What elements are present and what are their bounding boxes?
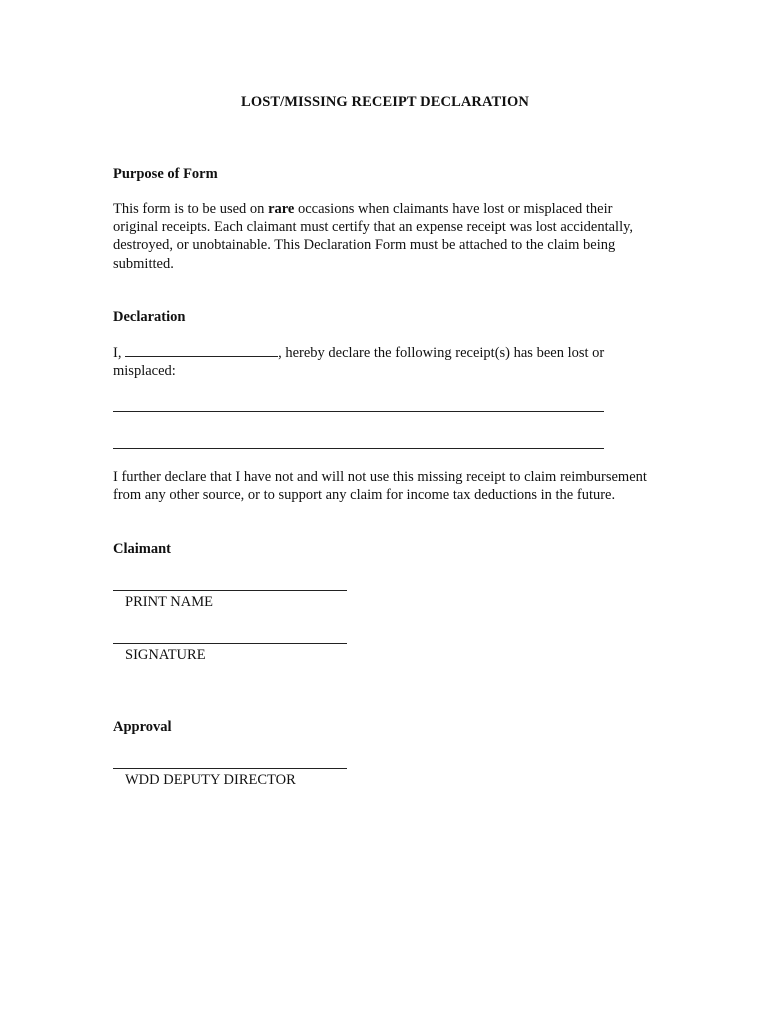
declaration-text-end: , hereby declare the following receipt(s) has been lost or misplaced: — [113, 345, 605, 380]
director-label: WDD DEPUTY DIRECTOR — [125, 772, 296, 788]
purpose-text-bold: rare — [268, 201, 295, 217]
declaration-paragraph — [113, 344, 658, 380]
director-signature-line[interactable] — [113, 768, 347, 769]
document-title: LOST/MISSING RECEIPT DECLARATION — [241, 94, 529, 110]
declaration-heading: Declaration — [113, 309, 186, 325]
purpose-heading: Purpose of Form — [113, 166, 218, 182]
signature-label: SIGNATURE — [125, 647, 206, 663]
claimant-heading: Claimant — [113, 541, 171, 557]
approval-heading: Approval — [113, 719, 172, 735]
further-declaration-paragraph: I further declare that I have not and will not use this missing receipt to claim reimbursement from any other source, or to support any claim for income tax deductions in the future. — [113, 469, 647, 504]
print-name-line[interactable] — [113, 590, 347, 591]
receipt-line-1[interactable] — [113, 411, 604, 412]
claimant-name-blank[interactable] — [125, 344, 278, 357]
print-name-label: PRINT NAME — [125, 594, 213, 610]
purpose-paragraph — [113, 200, 658, 273]
receipt-line-2[interactable] — [113, 448, 604, 449]
signature-line[interactable] — [113, 643, 347, 644]
purpose-text-rest: occasions when claimants have lost or misplaced their original receipts. Each claimant must certify that an expense receipt was lost accidentally, destroyed, or unobtainable. This Declaration Form must be attached to the claim being submitted. — [113, 201, 634, 272]
purpose-text-start: This form is to be used on — [113, 201, 269, 217]
declaration-text-start: I, — [113, 345, 126, 361]
